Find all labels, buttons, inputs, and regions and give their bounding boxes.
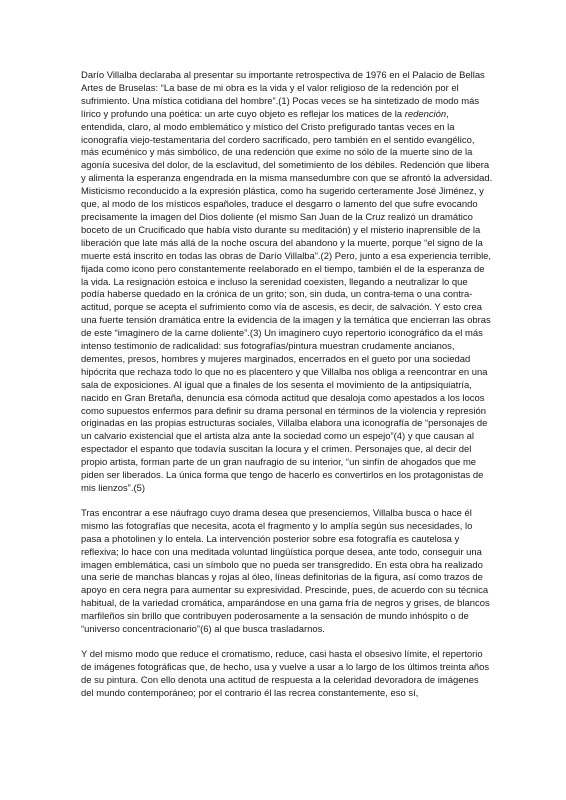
- paragraph-1: [81, 70, 493, 496]
- paragraph-3-part-1: Y del mismo modo que reduce el cromatismo, reduce, casi hasta el obsesivo límite, el repertorio de imágenes fotográficas que, de hecho, usa y vuelve a usar a lo largo de los últimos treinta años de su pintura. Con ello denota una actitud de respuesta a la celeridad devoradora de imágenes del mundo contemporáneo; por el contrario él las recrea constantemente, eso sí,: [81, 648, 490, 699]
- paragraph-2: [81, 508, 493, 637]
- paragraph-2-part-1: Tras encontrar a ese náufrago cuyo drama desea que presenciemos, Villalba busca o hace él mismo las fotografías que necesita, acota el fragmento y lo amplía según sus necesidades, lo pasa a photolinen y lo entela. La intervención posterior sobre esa fotografía es cautelosa y reflexiva; lo hace con una meditada voluntad lingüística porque desea, ante todo, conseguir una imagen emblemática, casi un símbolo que no pueda ser transgredido. En esta obra ha realizado una serie de manchas blancas y rojas al óleo, líneas definitorias de la figura, así como trazos de apoyo en cera negra para aumentar su expresividad. Prescinde, pues, de acuerdo con su técnica habitual, de la variedad cromática, amparándose en una gama fría de negros y grises, de blancos marfileños sin brillo que contribuyen poderosamente a la sensación de mundo inhóspito o de “universo concentracionario”(6) al que busca trasladarnos.: [81, 507, 490, 636]
- paragraph-1-italic-redencion: redención: [404, 108, 447, 120]
- paragraph-3: [81, 649, 493, 701]
- body-text: [81, 70, 493, 713]
- paragraph-1-part-3: , entendida, claro, al modo emblemático y místico del Cristo prefigurado tantas veces en la iconografía viejo-testamentaria del cordero sacrificado, pero también en el sentido evangélico, más ecuménico y más simbólico, de una redención que exime no sólo de la muerte sino de la agonía sucesiva del dolor, de la esclavitud, del sometimiento de los débiles. Redención que libera y alimenta la esperanza engendrada en la misma mansedumbre con que se afrontó la adversidad. Misticismo reconducido a la expresión plástica, como ha sugerido certeramente José Jiménez, y que, al modo de los místicos españoles, traduce el desgarro o lamento del que sufre evocando precisamente la imagen del Dios doliente (el mismo San Juan de la Cruz realizó un dramático boceto de un Crucificado que había visto durante su meditación) y el misterio inaprensible de la liberación que late más allá de la noche oscura del abandono y la muerte, porque “el signo de la muerte está inscrito en todas las obras de Darío Villalba”.(2) Pero, junto a esa experiencia terrible, fijada como icono pero constantemente reelaborado en el tiempo, también el de la esperanza de la vida. La resignación estoica e incluso la serenidad coexisten, llegando a neutralizar lo que podía haberse quedado en la crónica de un grito; son, sin duda, un contra-tema o una contra-actitud, porque se acepta el sufrimiento como vía de ascesis, es decir, de salvación. Y esto crea una fuerte tensión dramática entre la evidencia de la imagen y la temática que encierran las obras de este “imaginero de la carne doliente”.(3) Un imaginero cuyo repertorio iconográfico da el más intenso testimonio de radicalidad: sus fotografías/pintura muestran crudamente ancianos, dementes, presos, hombres y mujeres marginados, encerrados en el gueto por una sociedad hipócrita que rechaza todo lo que no es placentero y que Villalba nos obliga a reencontrar en una sala de exposiciones. Al igual que a finales de los sesenta el movimiento de la antipsiquiatría, nacido en Gran Bretaña, denuncia esa cómoda actitud que desaloja como apestados a los locos como supuestos enfermos para definir su drama personal en términos de la violencia y represión originadas en las propias estructuras sociales, Villalba elabora una iconografía de “personajes de un calvario existencial que el artista alza ante la sociedad como un espejo”(4) y que causan al espectador el espanto que todavía suscitan la locura y el crimen. Personajes que, al decir del propio artista, forman parte de un gran naufragio de su interior, “un sinfín de ahogados que me piden ser liberados. La única forma que tengo de hacerlo es convertirlos en los protagonistas de mis lienzos”.(5): [81, 108, 493, 494]
- paragraph-1-part-1: Darío Villalba declaraba al presentar su importante retrospectiva de 1976 en el Palacio de Bellas Artes de Bruselas: “La base de mi obra es la vida y el valor religioso de la redención por el sufrimiento. Una mística cotidiana del hombre”.(1) Pocas veces se ha sintetizado de modo más lírico y profundo una poética: un arte cuyo objeto es reflejar los matices de la: [81, 70, 485, 120]
